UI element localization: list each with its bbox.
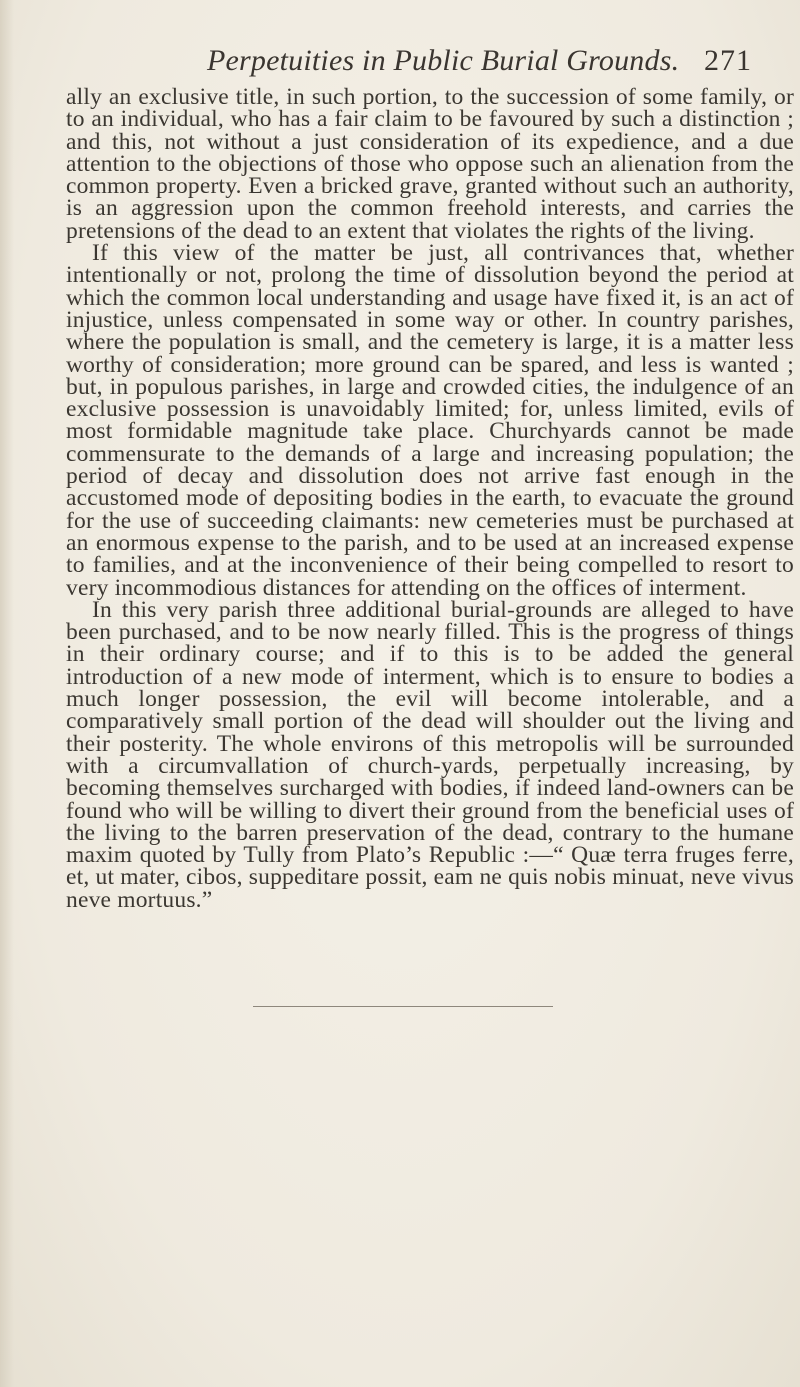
running-head bbox=[0, 44, 800, 84]
body-text bbox=[66, 86, 794, 911]
paragraph-3: In this very parish three additional burial-grounds are alleged to have been purchased, and to be now nearly filled. This is the progress of things in their ordinary course; and if to this is to be added the general introduction of a new mode of interment, which is to ensure to bodies a much longer possession, the evil will become intolerable, and a comparatively small portion of the dead will shoulder out the living and their posterity. The whole environs of this metropolis will be surrounded with a circumvallation of church-yards, perpetually increasing, by becoming themselves surcharged with bodies, if indeed land-owners can be found who will be willing to divert their ground from the beneficial uses of the living to the barren preservation of the dead, contrary to the humane maxim quoted by Tully from Plato’s Republic :—“ Quæ terra fruges ferre, et, ut mater, cibos, suppeditare possit, eam ne quis nobis minuat, neve vivus neve mortuus.” bbox=[66, 596, 794, 913]
page-edge-shadow bbox=[0, 0, 14, 1387]
section-divider-rule bbox=[253, 1006, 553, 1007]
running-title: Perpetuities in Public Burial Grounds. bbox=[207, 44, 680, 77]
page-number: 271 bbox=[704, 44, 752, 77]
paragraph-1: ally an exclusive title, in such portion, to the succession of some family, or to an individual, who has a fair claim to be favoured by such a distinction ; and this, not without a just consideration of its expedience, and a due attention to the objections of those who oppose such an alienation from the common property. Even a bricked grave, granted without such an authority, is an aggression upon the common freehold interests, and carries the pretensions of the dead to an extent that violates the rights of the living. bbox=[66, 84, 794, 244]
paragraph-2: If this view of the matter be just, all contrivances that, whether intentionally or not, prolong the time of dissolution beyond the period at which the common local understanding and usage have fixed it, is an act of injustice, unless compensated in some way or other. In country parishes, where the population is small, and the cemetery is large, it is a matter less worthy of consideration; more ground can be spared, and less is wanted ; but, in populous parishes, in large and crowded cities, the indulgence of an exclusive possession is unavoidably limited; for, unless limited, evils of most formidable magnitude take place. Churchyards cannot be made commensurate to the demands of a large and increasing population; the period of decay and dissolution does not arrive fast enough in the accustomed mode of depositing bodies in the earth, to evacuate the ground for the use of succeeding claimants: new cemeteries must be purchased at an enormous expense to the parish, and to be used at an increased expense to families, and at the inconvenience of their being compelled to resort to very incommodious distances for attending on the offices of interment. bbox=[66, 240, 794, 601]
